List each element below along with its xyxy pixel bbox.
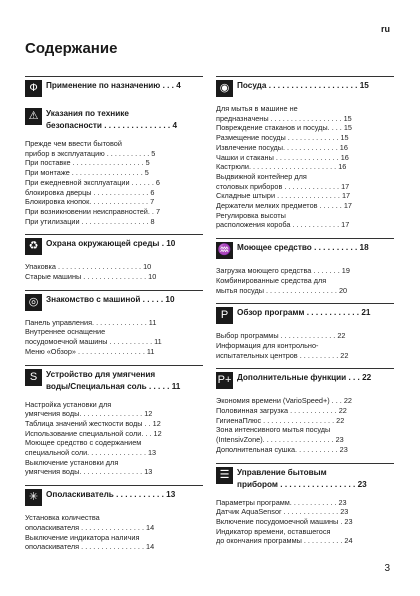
recycle-icon: ♻	[25, 238, 42, 255]
section-title-block	[46, 369, 203, 393]
toc-entry[interactable]: до окончания программы . . . . . . . . . . 24	[216, 536, 353, 546]
toc-section-header[interactable]	[25, 234, 203, 255]
section-title-block	[237, 80, 394, 92]
toc-section-header[interactable]	[25, 485, 203, 506]
toc-entry[interactable]: Меню «Обзор» . . . . . . . . . . . . . . . . . 11	[25, 346, 155, 356]
toc-entry[interactable]: При возникновении неисправностей. . 7	[25, 206, 161, 216]
toc-entry[interactable]: Для мытья в машине не	[216, 104, 298, 113]
toc-entry[interactable]: При поставке . . . . . . . . . . . . . . . . . . 5	[25, 158, 150, 168]
toc-section-header[interactable]	[216, 368, 394, 389]
rinse-aid-icon: ✳	[25, 489, 42, 506]
section-title-block	[46, 489, 203, 501]
toc-entry[interactable]: мытья посуды . . . . . . . . . . . . . . . . . . 20	[216, 285, 348, 295]
detergent-icon: ♒	[216, 242, 233, 259]
toc-section-header[interactable]	[25, 290, 203, 311]
toc-entry[interactable]: Блокировка кнопок. . . . . . . . . . . . . . . 7	[25, 197, 155, 207]
toc-entry[interactable]: Информация для контрольно-	[216, 340, 319, 350]
toc-entry[interactable]: специальной соли. . . . . . . . . . . . . . . 13	[25, 448, 157, 458]
section-title: Управление бытовым	[237, 467, 327, 477]
section-title: Моющее средство . . . . . . . . . . 18	[237, 243, 369, 253]
program-icon: P	[216, 307, 233, 324]
control-icon: ☰	[216, 467, 233, 484]
section-title: Указания по технике	[46, 109, 129, 118]
toc-entry[interactable]: Внутреннее оснащение	[25, 327, 106, 337]
section-title-block	[237, 242, 394, 254]
toc-entry[interactable]: Установка количества	[25, 513, 100, 523]
toc-entry[interactable]: Регулировка высоты	[216, 210, 286, 220]
section-title: безопасности . . . . . . . . . . . . . . . 4	[46, 121, 178, 130]
toc-section-header[interactable]	[216, 76, 394, 97]
toc-entry[interactable]: Индикатор времени, оставшегося	[216, 526, 331, 536]
toc-entry[interactable]: Зона интенсивного мытья посуды	[216, 425, 331, 435]
salt-icon: S	[25, 369, 42, 386]
toc-entry[interactable]: Упаковка . . . . . . . . . . . . . . . . . . . . . 10	[25, 262, 152, 272]
toc-entry[interactable]: Выдвижной контейнер для	[216, 171, 307, 181]
toc-entry[interactable]: расположения короба . . . . . . . . . . . . 17	[216, 220, 350, 230]
page-number: 3	[384, 563, 390, 574]
section-title: Посуда . . . . . . . . . . . . . . . . . . . . 15	[237, 81, 369, 90]
toc-entry[interactable]: Комбинированные средства для	[216, 275, 327, 285]
extra-functions-icon: P+	[216, 372, 233, 389]
section-title-block	[46, 108, 203, 132]
section-title-block	[237, 467, 394, 491]
toc-entry[interactable]: предназначены . . . . . . . . . . . . . . . . . . 15	[216, 113, 352, 123]
toc-entry[interactable]: испытательных центров . . . . . . . . . . 22	[216, 350, 349, 360]
toc-entry[interactable]: ГигиенаПлюс . . . . . . . . . . . . . . . . . . 22	[216, 415, 345, 425]
toc-entry[interactable]: Моющее средство с содержанием	[25, 438, 142, 448]
toc-entry[interactable]: При ежедневной эксплуатации . . . . . . 6	[25, 177, 160, 187]
toc-entry[interactable]: Выключение индикатора наличия	[25, 532, 140, 542]
section-title-block	[46, 238, 203, 250]
section-title: Устройство для умягчения	[46, 369, 156, 379]
toc-entry[interactable]: При утилизации . . . . . . . . . . . . . . . . . 8	[25, 216, 155, 226]
toc-entry[interactable]: Таблица значений жесткости воды . . 12	[25, 418, 161, 428]
dishes-icon: ◉	[216, 80, 233, 97]
toc-entry[interactable]: Повреждение стаканов и посуды. . . . 15	[216, 123, 352, 133]
toc-entry[interactable]: (IntensivZone). . . . . . . . . . . . . . . . . . 23	[216, 435, 344, 445]
toc-entry[interactable]: прибор в эксплуатацию . . . . . . . . . . . 5	[25, 148, 156, 158]
toc-right-column	[216, 72, 394, 550]
toc-entry[interactable]: умягчения воды. . . . . . . . . . . . . . . . 12	[25, 409, 153, 419]
section-title: Знакомство с машиной . . . . . 10	[46, 294, 175, 304]
toc-entry[interactable]: Извлечение посуды. . . . . . . . . . . . . . 16	[216, 142, 348, 152]
toc-section-header[interactable]	[25, 108, 203, 132]
section-title: Дополнительные функции . . . 22	[237, 373, 372, 383]
toc-entry[interactable]: Датчик AquaSensor . . . . . . . . . . . . . . 23	[216, 507, 349, 517]
section-title-block	[237, 372, 394, 384]
toc-entry[interactable]: Прежде чем ввести бытовой	[25, 139, 122, 148]
toc-entry[interactable]: Использование специальной соли. . . 12	[25, 428, 162, 438]
toc-left-column	[25, 72, 203, 556]
toc-entry[interactable]: Включение посудомоечной машины . 23	[216, 516, 353, 526]
toc-entry[interactable]: посудомоечной машины . . . . . . . . . . . 11	[25, 337, 162, 347]
toc-entry[interactable]: Параметры программ. . . . . . . . . . . . 23	[216, 497, 347, 507]
toc-entry[interactable]: ополаскивателя . . . . . . . . . . . . . . . . 14	[25, 522, 155, 532]
toc-section-header[interactable]	[216, 303, 394, 324]
warning-icon: ⚠	[25, 108, 42, 125]
section-title: Ополаскиватель . . . . . . . . . . . 13	[46, 490, 176, 500]
section-title-block	[46, 80, 203, 92]
toc-entry[interactable]: Складные штыри . . . . . . . . . . . . . . . . 17	[216, 191, 351, 201]
toc-entry[interactable]: Выключение установки для	[25, 457, 119, 467]
section-title: прибором . . . . . . . . . . . . . . . . . 23	[237, 479, 367, 489]
language-code: ru	[381, 24, 390, 34]
toc-entry[interactable]: умягчения воды. . . . . . . . . . . . . . . . 13	[25, 467, 153, 477]
toc-section-header[interactable]	[216, 238, 394, 259]
toc-section-header[interactable]	[25, 365, 203, 393]
toc-entry[interactable]: При монтаже . . . . . . . . . . . . . . . . . . 5	[25, 168, 149, 178]
toc-entry[interactable]: Настройка установки для	[25, 399, 112, 409]
toc-entry[interactable]: Кастрюли. . . . . . . . . . . . . . . . . . . . . . 16	[216, 162, 347, 172]
toc-entry[interactable]: Половинная загрузка . . . . . . . . . . . . 22	[216, 406, 347, 416]
toc-entry[interactable]: столовых приборов . . . . . . . . . . . . . . 17	[216, 181, 350, 191]
toc-entry[interactable]: Размещение посуды . . . . . . . . . . . . . 15	[216, 133, 349, 143]
eye-icon: ◎	[25, 294, 42, 311]
toc-entry[interactable]: Держатели мелких предметов . . . . . . 17	[216, 201, 352, 211]
section-title: Применение по назначению . . . 4	[46, 81, 181, 90]
section-title-block	[237, 307, 394, 319]
section-title: Охрана окружающей среды . 10	[46, 239, 176, 249]
toc-entry[interactable]: Экономия времени (VarioSpeed+) . . . 22	[216, 396, 352, 406]
toc-entry[interactable]: блокировка дверцы . . . . . . . . . . . . . . 6	[25, 187, 155, 197]
toc-entry[interactable]: Чашки и стаканы . . . . . . . . . . . . . . . . 16	[216, 152, 349, 162]
toc-section-header[interactable]	[216, 463, 394, 491]
toc-entry[interactable]: Старые машины . . . . . . . . . . . . . . . . 10	[25, 272, 157, 282]
toc-entry[interactable]: Панель управления. . . . . . . . . . . . . . 11	[25, 317, 157, 327]
page-title: Содержание	[25, 40, 118, 57]
section-title-block	[46, 294, 203, 306]
toc-entry[interactable]: ополаскивателя . . . . . . . . . . . . . . . . 14	[25, 542, 155, 552]
section-title: воды/Специальная соль . . . . . 11	[46, 381, 181, 391]
appliance-icon: Ф	[25, 80, 42, 97]
section-title: Обзор программ . . . . . . . . . . . . 21	[237, 308, 371, 318]
toc-entry[interactable]: Выбор программы . . . . . . . . . . . . . . 22	[216, 331, 346, 341]
toc-entry[interactable]: Загрузка моющего средства . . . . . . . 19	[216, 266, 350, 276]
toc-entry[interactable]: Дополнительная сушка. . . . . . . . . . . 23	[216, 444, 348, 454]
toc-section-header[interactable]	[25, 76, 203, 97]
